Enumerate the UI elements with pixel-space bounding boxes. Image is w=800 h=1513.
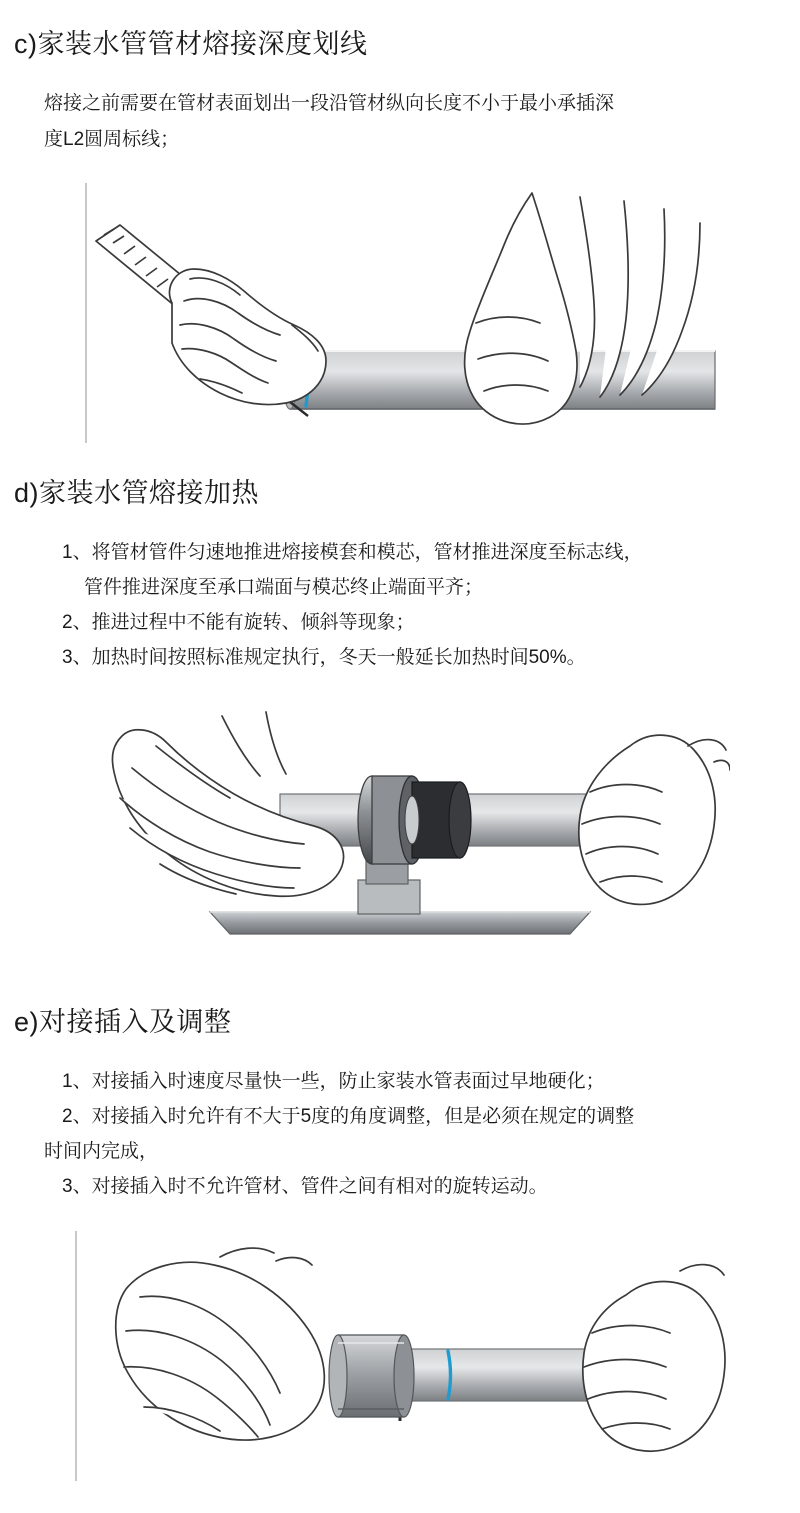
figure-heating: [70, 702, 730, 972]
paragraph: 度L2圆周标线；: [44, 128, 180, 150]
paragraph: 管件推进深度至承口端面与模芯终止端面平齐；: [84, 577, 484, 599]
paragraph: 2、对接插入时允许有不大于5度的角度调整，但是必须在规定的调整: [62, 1106, 635, 1128]
section-heading-e: e)对接插入及调整: [14, 1006, 232, 1037]
pipe-fitting: [329, 1335, 414, 1417]
welding-die: [358, 776, 471, 864]
paragraph: 时间内完成，: [44, 1141, 159, 1163]
welder-base-plate: [210, 912, 590, 934]
paragraph: 1、将管材管件匀速地推进熔接模套和模芯，管材推进深度至标志线，: [62, 542, 643, 564]
paragraph: 熔接之前需要在管材表面划出一段沿管材纵向长度不小于最小承插深: [44, 93, 615, 115]
paragraph: 3、对接插入时不允许管材、管件之间有相对的旋转运动。: [62, 1176, 548, 1198]
figure-joining: [70, 1231, 730, 1481]
left-hand: [116, 1248, 325, 1440]
paragraph: 3、加热时间按照标准规定执行，冬天一般延长加热时间50%。: [62, 647, 586, 669]
section-heading-d: d)家装水管熔接加热: [14, 477, 260, 508]
right-hand: [579, 735, 730, 904]
section-c-body: [0, 86, 800, 156]
left-hand: [169, 269, 326, 405]
section-d-body: [0, 535, 800, 676]
section-e-body: [0, 1064, 800, 1205]
paragraph: 2、推进过程中不能有旋转、倾斜等现象；: [62, 612, 415, 634]
section-heading-c: c)家装水管管材熔接深度划线: [14, 29, 368, 59]
right-hand: [583, 1264, 725, 1451]
paragraph: 1、对接插入时速度尽量快一些，防止家装水管表面过早地硬化；: [62, 1071, 605, 1093]
figure-marking-line: [80, 183, 720, 443]
